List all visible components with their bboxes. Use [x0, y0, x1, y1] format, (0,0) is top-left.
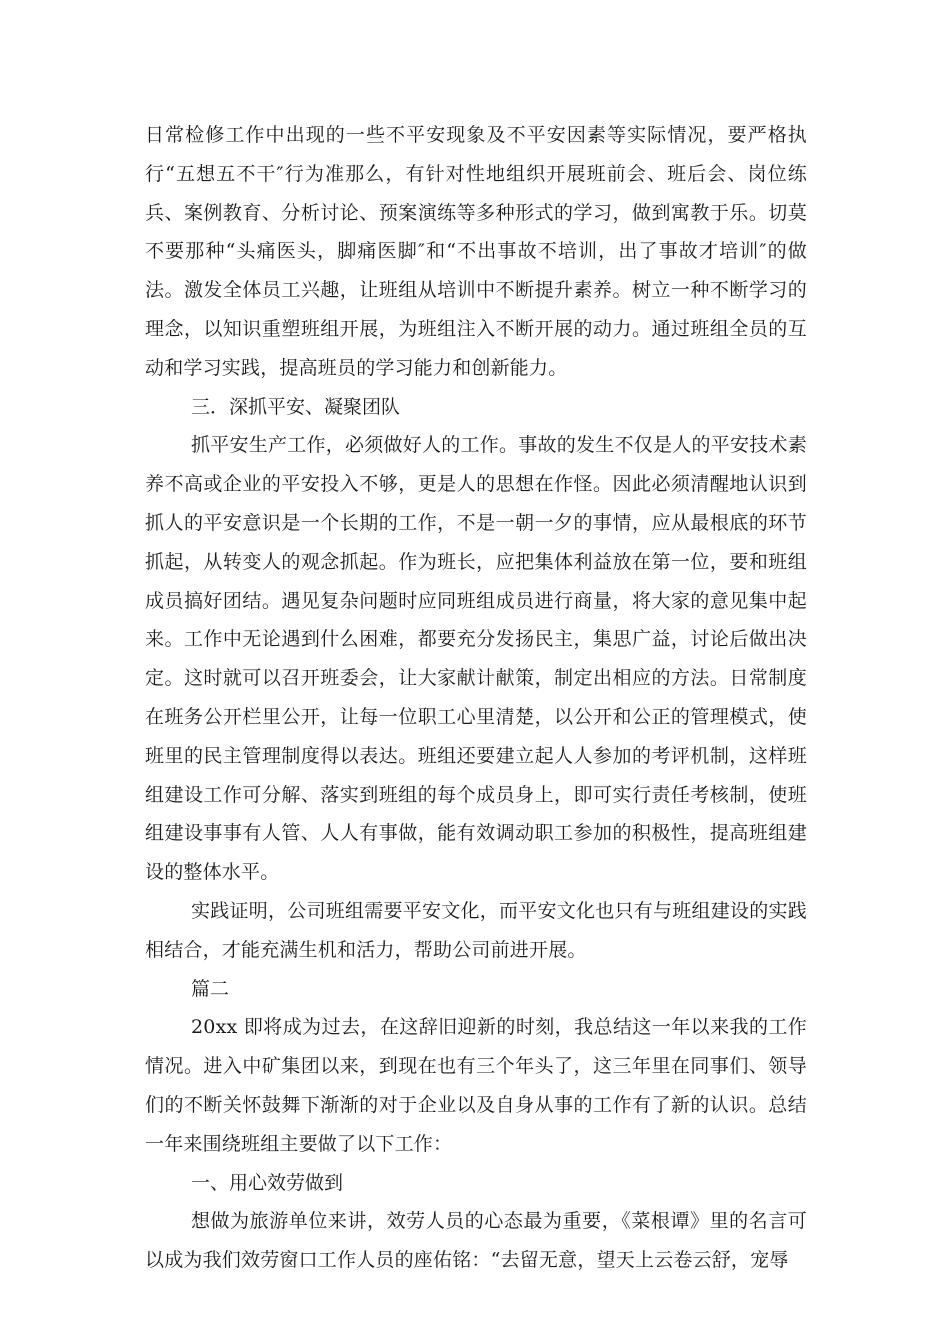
paragraph-training: 日常检修工作中出现的一些不平安现象及不平安因素等实际情况，要严格执行“五想五不干″行为准那么，有针对性地组织开展班前会、班后会、岗位练兵、案例教育、分析讨论、预案演练等多种形式的学习，做到寓教于乐。切莫不要那种“头痛医头，脚痛医脚″和“不出事故不培训，出了事故才培训″的做法。激发全体员工兴趣，让班组从培训中不断提升素养。树立一种不断学习的理念，以知识重塑班组开展，为班组注入不断开展的动力。通过班组全员的互动和学习实践，提高班员的学习能力和创新能力。	[145, 124, 807, 379]
section-heading-safety-team: 三．深抓平安、凝聚团队	[191, 395, 401, 418]
paragraph-conclusion: 实践证明，公司班组需要平安文化，而平安文化也只有与班组建设的实践相结合，才能充满生机和活力，帮助公司前进开展。	[145, 899, 807, 961]
section-heading-service: 一、用心效劳做到	[191, 1171, 344, 1194]
document-body	[145, 116, 807, 1280]
paragraph-year-summary: 20xx 即将成为过去，在这辞旧迎新的时刻，我总结这一年以来我的工作情况。进入中矿集团以来，到现在也有三个年头了，这三年里在同事们、领导们的不断关怀鼓舞下渐渐的对于企业以及自身从事的工作有了新的认识。总结一年来围绕班组主要做了以下工作：	[145, 1016, 807, 1155]
paragraph-safety-work: 抓平安生产工作，必须做好人的工作。事故的发生不仅是人的平安技术素养不高或企业的平安投入不够，更是人的思想在作怪。因此必须清醒地认识到抓人的平安意识是一个长期的工作，不是一朝一夕的事情，应从最根底的环节抓起，从转变人的观念抓起。作为班长，应把集体利益放在第一位，要和班组成员搞好团结。遇见复杂问题时应同班组成员进行商量，将大家的意见集中起来。工作中无论遇到什么困难，都要充分发扬民主，集思广益，讨论后做出决定。这时就可以召开班委会，让大家献计献策，制定出相应的方法。日常制度在班务公开栏里公开，让每一位职工心里清楚，以公开和公正的管理模式，使班里的民主管理制度得以表达。班组还要建立起人人参加的考评机制，这样班组建设工作可分解、落实到班组的每个成员身上，即可实行责任考核制，使班组建设事事有人管、人人有事做，能有效调动职工参加的积极性，提高班组建设的整体水平。	[145, 434, 807, 884]
paragraph-service-attitude: 想做为旅游单位来讲，效劳人员的心态最为重要，《菜根谭》里的名言可以成为我们效劳窗口工作人员的座佑铭：“去留无意，望天上云卷云舒，宠辱	[145, 1210, 807, 1272]
part-two-heading: 篇二	[191, 977, 230, 1000]
